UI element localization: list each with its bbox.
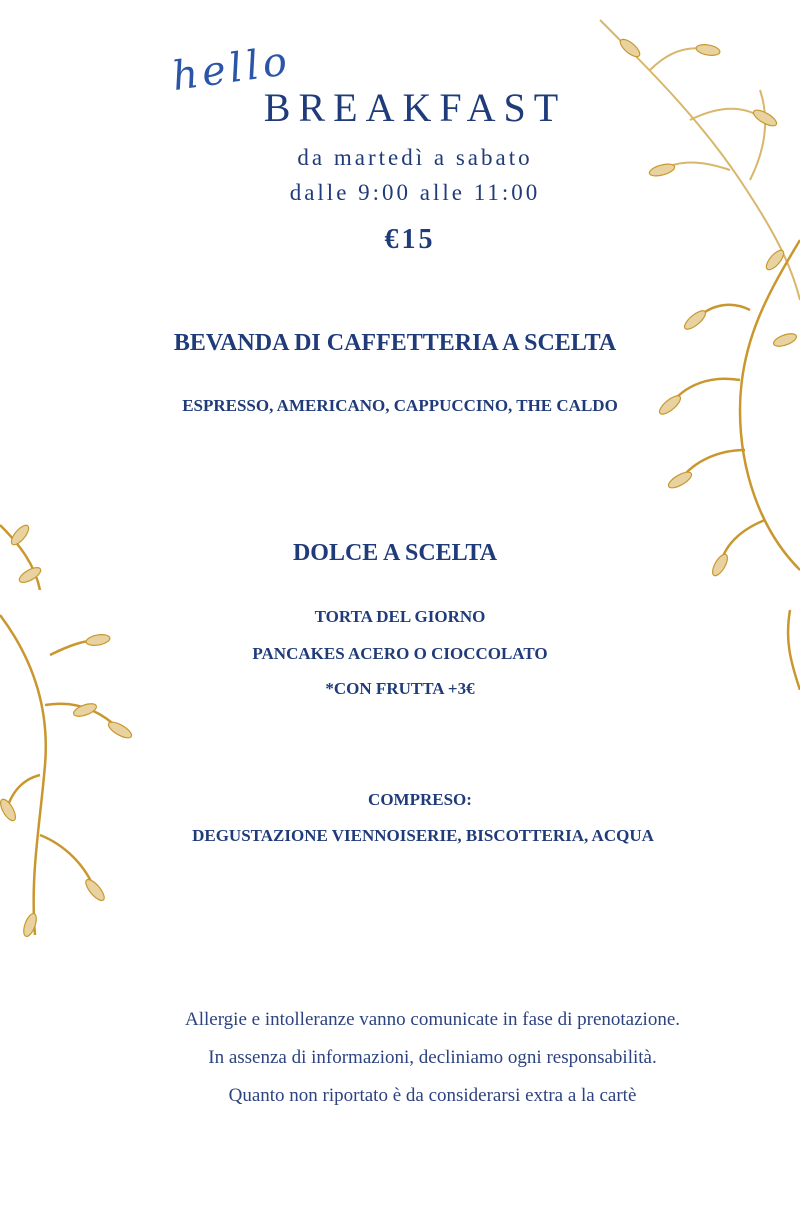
allergy-note: Allergie e intolleranze vanno comunicate in fase di prenotazione.: [184, 1009, 681, 1030]
days-text: da martedì a sabato: [297, 145, 533, 170]
section-heading-drinks: BEVANDA DI CAFFETTERIA A SCELTA: [173, 330, 617, 356]
disclaimer-note: In assenza di informazioni, decliniamo ogni responsabilità.: [208, 1047, 657, 1068]
list-item: PANCAKES ACERO O CIOCCOLATO: [252, 644, 548, 663]
hours-text: dalle 9:00 alle 11:00: [289, 180, 541, 205]
hello-script: hello: [169, 37, 294, 101]
price-text: €15: [384, 224, 436, 255]
section-heading-included: COMPRESO:: [368, 790, 472, 809]
list-item: ESPRESSO, AMERICANO, CAPPUCCINO, THE CALDO: [182, 396, 618, 415]
list-item: DEGUSTAZIONE VIENNOISERIE, BISCOTTERIA, ACQUA: [192, 826, 654, 845]
page-title: BREAKFAST: [263, 85, 567, 130]
list-item: *CON FRUTTA +3€: [325, 679, 475, 698]
extra-note: Quanto non riportato è da considerarsi extra a la cartè: [228, 1085, 637, 1106]
section-heading-sweets: DOLCE A SCELTA: [292, 540, 498, 566]
list-item: TORTA DEL GIORNO: [314, 607, 486, 626]
gold-vine-left-icon: [0, 505, 150, 945]
